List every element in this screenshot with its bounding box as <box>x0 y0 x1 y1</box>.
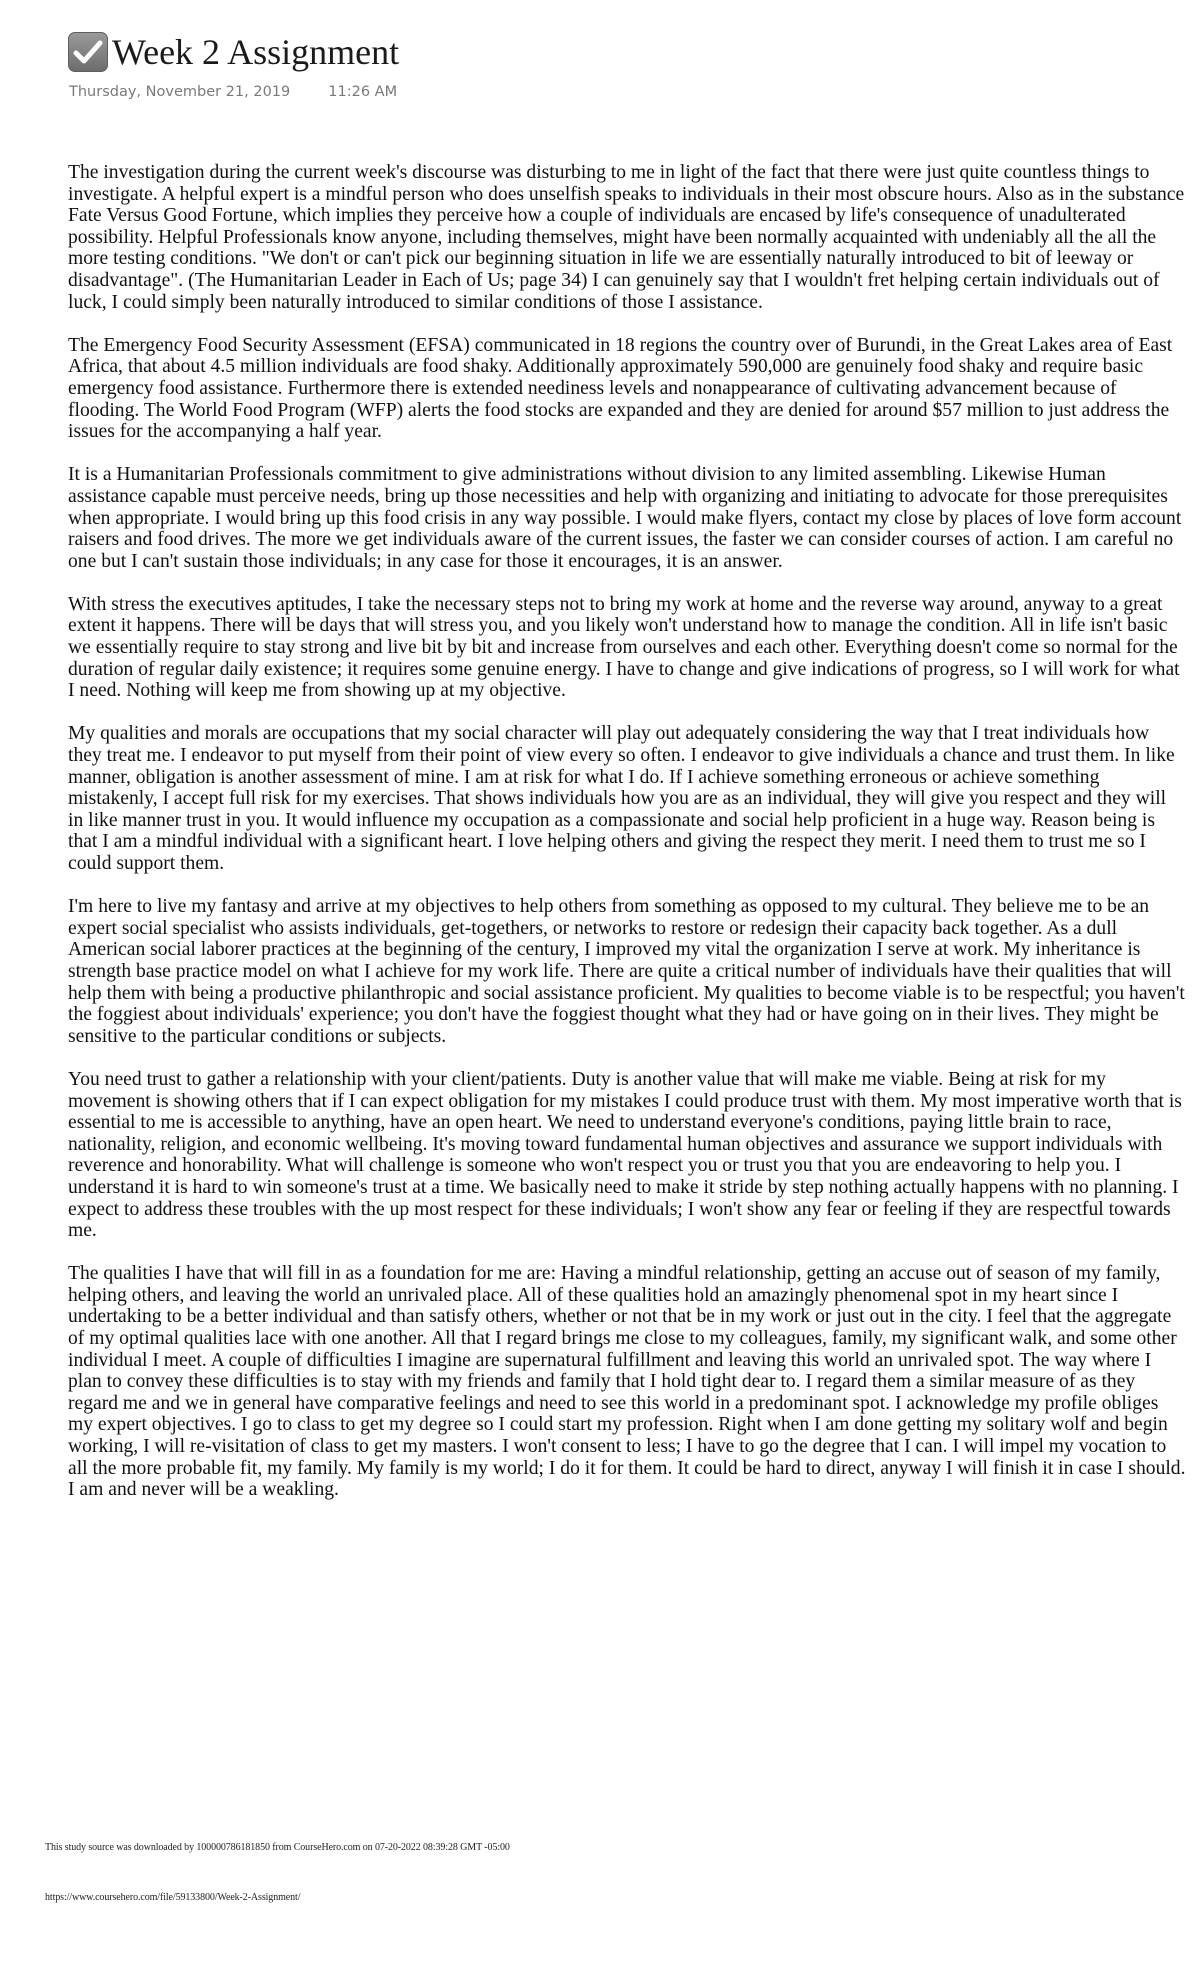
paragraph: With stress the executives aptitudes, I take the necessary steps not to bring my work at home and the reverse way around, anyway to a great extent it happens. There will be days that will stress you, and you likely won't understand how to manage the condition. All in life isn't basic we essentially require to stay strong and live bit by bit and increase from ourselves and each other. Everything doesn't come so normal for the duration of regular daily existence; it requires some genuine energy. I have to change and give indications of progress, so I will work for what I need. Nothing will keep me from showing up at my objective. <box>68 593 1180 702</box>
note-time: 11:26 AM <box>328 84 398 100</box>
watermark-url-line: https://www.coursehero.com/file/59133800/Week-2-Assignment/ <box>45 1892 301 1903</box>
note-header <box>68 30 399 100</box>
note-body <box>68 162 1186 1501</box>
note-date: Thursday, November 21, 2019 <box>69 84 291 100</box>
paragraph: I'm here to live my fantasy and arrive at my objectives to help others from something as opposed to my cultural. They believe me to be an expert social specialist who assists individuals, get-togethers, or networks to restore or redesign their capacity back together. As a dull American social laborer practices at the beginning of the century, I improved my vital the organization I serve at work. My inheritance is strength base practice model on what I achieve for my work life. There are quite a critical number of individuals have their qualities that will help them with being a productive philanthropic and social assistance proficient. My qualities to become viable is to be respectful; you haven't the foggiest about individuals' experience; you don't have the foggiest thought what they had or have going on in their lives. They might be sensitive to the particular conditions or subjects. <box>68 896 1185 1047</box>
title-row <box>68 30 399 74</box>
note-meta <box>69 84 399 100</box>
paragraph: The Emergency Food Security Assessment (EFSA) communicated in 18 regions the country over of Burundi, in the Great Lakes area of East Africa, that about 4.5 million individuals are food shaky. Additionally approximately 590,000 are genuinely food shaky and require basic emergency food assistance. Furthermore there is extended neediness levels and nonappearance of cultivating advancement because of flooding. The World Food Program (WFP) alerts the food stocks are expanded and they are denied for around $57 million to just address the issues for the accompanying a half year. <box>68 334 1173 443</box>
page-title: Week 2 Assignment <box>112 32 400 72</box>
paragraph: You need trust to gather a relationship with your client/patients. Duty is another value that will make me viable. Being at risk for my movement is showing others that if I can expect obligation for my mistakes I could produce trust with them. My most imperative worth that is essential to me is accessible to anything, have an open heart. We need to understand everyone's conditions, paying little brain to race, nationality, religion, and economic wellbeing. It's moving toward fundamental human objectives and assurance we support individuals with reverence and honorability. What will challenge is someone who won't respect you or trust you that you are endeavoring to help you. I understand it is hard to win someone's trust at a time. We basically need to make it stride by step nothing actually happens with no planning. I expect to address these troubles with the up most respect for these individuals; I won't show any fear or feeling if they are respectful towards me. <box>68 1068 1182 1242</box>
checkbox-icon <box>68 32 108 72</box>
paragraph: The qualities I have that will fill in as a foundation for me are: Having a mindful relationship, getting an accuse out of season of my family, helping others, and leaving the world an unrivaled place. All of these qualities hold an amazingly phenomenal spot in my heart since I undertaking to be a better individual and than satisfy others, whether or not that be in my work or just out in the city. I feel that the aggregate of my optimal qualities lace with one another. All that I regard brings me close to my colleagues, family, my significant walk, and some other individual I meet. A couple of difficulties I imagine are supernatural fulfillment and leaving this world an unrivaled spot. The way where I plan to convey these difficulties is to stay with my friends and family that I hold tight dear to. I regard them a similar measure of as they regard me and we in general have comparative feelings and need to see this world in a predominant spot. I acknowledge my profile obliges my expert objectives. I go to class to get my degree so I could start my profession. Right when I am done getting my solitary wolf and begin working, I will re-visitation of class to get my masters. I won't consent to less; I have to go the degree that I can. I will impel my vocation to all the more probable fit, my family. My family is my world; I do it for them. It could be hard to direct, anyway I will finish it in case I should. I am and never will be a weakling. <box>68 1263 1186 1501</box>
paragraph: My qualities and morals are occupations that my social character will play out adequately considering the way that I treat individuals how they treat me. I endeavor to put myself from their point of view every so often. I endeavor to give individuals a chance and trust them. In like manner, obligation is another assessment of mine. I am at risk for what I do. If I achieve something erroneous or achieve something mistakenly, I accept full risk for my exercises. That shows individuals how you are as an individual, they will give you respect and they will in like manner trust in you. It would influence my occupation as a compassionate and social help proficient in a huge way. Reason being is that I am a mindful individual with a significant heart. I love helping others and giving the respect they merit. I need them to trust me so I could support them. <box>68 723 1175 874</box>
checkmark-icon <box>73 39 103 65</box>
paragraph: It is a Humanitarian Professionals commitment to give administrations without division to any limited assembling. Likewise Human assistance capable must perceive needs, bring up those necessities and help with organizing and initiating to advocate for those prerequisites when appropriate. I would bring up this food crisis in any way possible. I would make flyers, contact my close by places of love form account raisers and food drives. The more we get individuals aware of the current issues, the faster we can consider courses of action. I am careful no one but I can't sustain those individuals; in any case for those it encourages, it is an answer. <box>68 464 1182 572</box>
watermark-download-line: This study source was downloaded by 100000786181850 from CourseHero.com on 07-20-2022 08:39:28 GMT -05:00 <box>45 1842 510 1853</box>
paragraph: The investigation during the current week's discourse was disturbing to me in light of the fact that there were just quite countless things to investigate. A helpful expert is a mindful person who does unselfish speaks to individuals in their most obscure hours. Also as in the substance Fate Versus Good Fortune, which implies they perceive how a couple of individuals are encased by life's consequence of unadulterated possibility. Helpful Professionals know anyone, including themselves, might have been normally acquainted with undeniably all the all the more testing conditions. "We don't or can't pick our beginning situation in life we are essentially naturally introduced to bit of leeway or disadvantage". (The Humanitarian Leader in Each of Us; page 34) I can genuinely say that I wouldn't fret helping certain individuals out of luck, I could simply been naturally introduced to similar conditions of those I assistance. <box>68 162 1185 313</box>
